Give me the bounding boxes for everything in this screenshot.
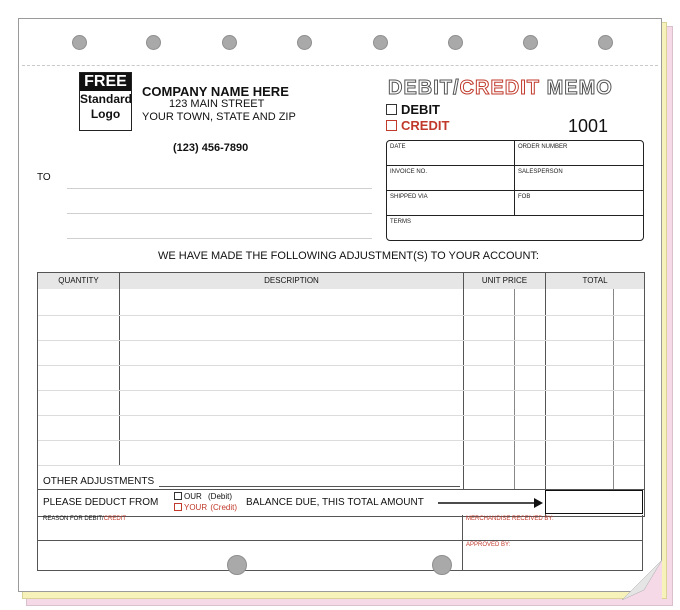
table-row-line [38, 415, 644, 416]
order-info-box [386, 140, 644, 241]
merchandise-received-label: MERCHANDISE RECEIVED BY: [466, 516, 554, 522]
column-divider [463, 273, 464, 489]
total-header: TOTAL [546, 273, 644, 289]
our-note: (Debit) [208, 492, 233, 501]
credit-option[interactable] [386, 118, 449, 133]
balance-due-label: BALANCE DUE, THIS TOTAL AMOUNT [246, 497, 424, 508]
to-address-line[interactable] [67, 188, 372, 189]
memo-title-debit: DEBIT [388, 77, 453, 99]
page-curl-icon [622, 560, 662, 600]
signature-divider [37, 540, 643, 541]
terms-field-label: TERMS [390, 219, 411, 225]
binder-hole [373, 35, 388, 50]
our-option[interactable] [174, 492, 232, 501]
our-checkbox[interactable] [174, 492, 182, 500]
your-label: YOUR [184, 503, 208, 512]
debit-checkbox[interactable] [386, 104, 397, 115]
your-checkbox[interactable] [174, 503, 182, 511]
column-divider [613, 289, 614, 489]
reason-debit-text: REASON FOR DEBIT/ [43, 516, 104, 522]
binder-hole [72, 35, 87, 50]
salesperson-field-label: SALESPERSON [518, 169, 563, 175]
other-adjustments-label: OTHER ADJUSTMENTS [43, 476, 155, 487]
table-row-line [38, 440, 644, 441]
memo-title [388, 77, 613, 100]
company-name: COMPANY NAME HERE [142, 84, 289, 99]
adjustment-heading: WE HAVE MADE THE FOLLOWING ADJUSTMENT(S) TO YOUR ACCOUNT: [158, 250, 539, 262]
unit-price-header: UNIT PRICE [464, 273, 545, 289]
info-divider [387, 215, 643, 216]
table-row-line [38, 365, 644, 366]
binder-hole [432, 555, 452, 575]
table-row-line [38, 315, 644, 316]
deduct-row [43, 497, 158, 508]
reason-credit-text: CREDIT [103, 516, 127, 522]
reason-label [43, 516, 126, 522]
logo-free-text: FREE [80, 73, 131, 91]
info-divider [387, 190, 643, 191]
info-divider [514, 141, 515, 215]
memo-title-memo: MEMO [546, 77, 613, 99]
debit-option[interactable] [386, 102, 440, 117]
your-option[interactable] [174, 503, 237, 512]
binder-hole [523, 35, 538, 50]
info-divider [387, 165, 643, 166]
signature-area [37, 515, 643, 571]
company-phone: (123) 456-7890 [173, 142, 249, 154]
binder-hole [222, 35, 237, 50]
binder-hole [146, 35, 161, 50]
order-number-field-label: ORDER NUMBER [518, 144, 568, 150]
quantity-header: QUANTITY [38, 273, 119, 289]
binder-hole [297, 35, 312, 50]
company-logo [79, 72, 132, 131]
column-divider [514, 289, 515, 489]
table-row-line [38, 340, 644, 341]
memo-title-credit: CREDIT [459, 77, 541, 99]
logo-standard-text: Standard [80, 92, 133, 106]
balance-due-total-box[interactable] [545, 490, 643, 514]
column-divider [545, 273, 546, 516]
perforation-line [22, 65, 658, 66]
memo-title-slash: / [453, 77, 460, 99]
to-address-line[interactable] [67, 238, 372, 239]
fob-field-label: FOB [518, 194, 531, 200]
company-street: 123 MAIN STREET [169, 98, 265, 110]
description-header: DESCRIPTION [120, 273, 463, 289]
credit-checkbox[interactable] [386, 120, 397, 131]
logo-logo-text: Logo [90, 107, 121, 121]
company-city: YOUR TOWN, STATE AND ZIP [142, 111, 296, 123]
binder-hole [448, 35, 463, 50]
table-row-line [38, 390, 644, 391]
binder-hole [598, 35, 613, 50]
signature-divider [462, 515, 463, 571]
our-label: OUR [184, 492, 202, 501]
memo-number: 1001 [568, 116, 609, 136]
other-adjustments-line [159, 486, 460, 487]
date-field-label: DATE [390, 144, 406, 150]
please-deduct-label: PLEASE DEDUCT FROM [43, 497, 159, 508]
to-address-line[interactable] [67, 213, 372, 214]
column-divider [119, 273, 120, 466]
table-row-line [38, 465, 644, 466]
debit-option-label: DEBIT [401, 102, 440, 117]
invoice-no-field-label: INVOICE NO. [390, 169, 428, 175]
to-label: TO [37, 172, 51, 183]
credit-option-label: CREDIT [401, 118, 450, 133]
your-note: (Credit) [210, 503, 238, 512]
shipped-via-field-label: SHIPPED VIA [390, 194, 428, 200]
balance-arrow-icon [438, 497, 544, 509]
binder-hole [227, 555, 247, 575]
approved-by-label: APPROVED BY: [466, 542, 511, 548]
